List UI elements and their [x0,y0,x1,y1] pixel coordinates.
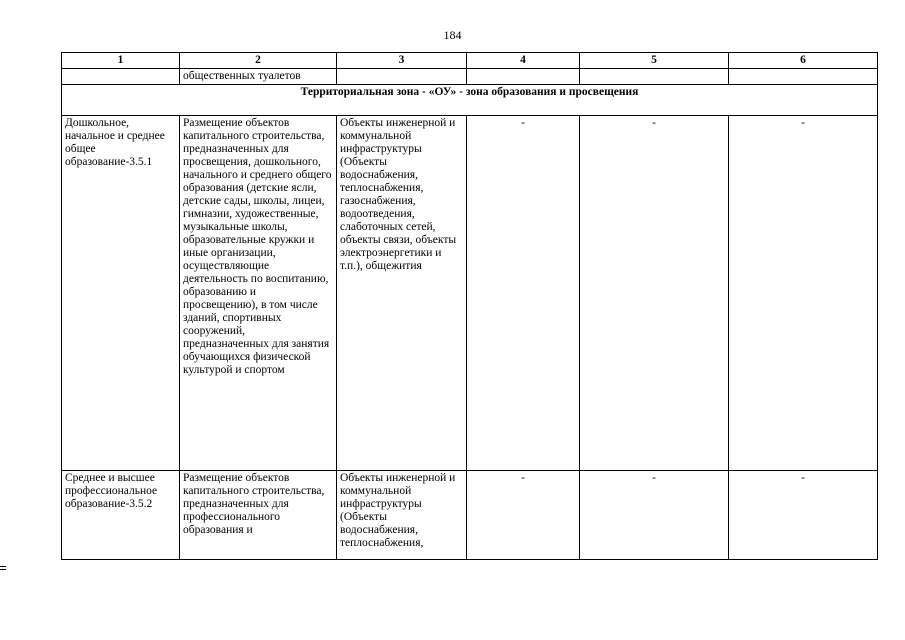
table-cell [580,69,729,85]
land-use-type: Среднее и высшее профессиональное образование-3.5.2 [62,471,180,560]
table-row [62,471,878,560]
table-cell: - [467,471,580,560]
table-cell: общественных туалетов [180,69,337,85]
table-cell [62,69,180,85]
column-number: 2 [180,53,337,69]
table-cell: - [729,116,878,471]
page-number: 184 [443,28,462,42]
auxiliary-use: Объекты инженерной и коммунальной инфраструктуры (Объекты водоснабжения, теплоснабжения, газоснабжения, водоотведения, слаботочных сетей, объекты связи, объекты электроэнергетики и т.п.), общежития [337,116,467,471]
column-number: 5 [580,53,729,69]
table-cell [729,69,878,85]
table-cell: - [580,471,729,560]
column-number: 4 [467,53,580,69]
zone-title: Территориальная зона - «ОУ» - зона образования и просвещения [62,85,878,116]
table-cell [337,69,467,85]
column-number-row [62,53,878,69]
column-number: 6 [729,53,878,69]
land-use-type: Дошкольное, начальное и среднее общее образование-3.5.1 [62,116,180,471]
table-cell [467,69,580,85]
zone-title-row [62,85,878,116]
auxiliary-use: Объекты инженерной и коммунальной инфраструктуры (Объекты водоснабжения, теплоснабжения, [337,471,467,560]
column-number: 1 [62,53,180,69]
table-cell: - [467,116,580,471]
zoning-table [61,52,878,560]
margin-mark [0,566,6,570]
land-use-description: Размещение объектов капитального строительства, предназначенных для профессионального образования и [180,471,337,560]
column-number: 3 [337,53,467,69]
table-row [62,116,878,471]
land-use-description: Размещение объектов капитального строительства, предназначенных для просвещения, дошкольного, начального и среднего общего образования (детские ясли, детские сады, школы, лицеи, гимназии, художественные, музыкальные школы, образовательные кружки и иные организации, осуществляющие деятельность по воспитанию, образованию и просвещению), в том числе зданий, спортивных сооружений, предназначенных для занятия обучающихся физической культурой и спортом [180,116,337,471]
continuation-row [62,69,878,85]
table-cell: - [580,116,729,471]
table-cell: - [729,471,878,560]
